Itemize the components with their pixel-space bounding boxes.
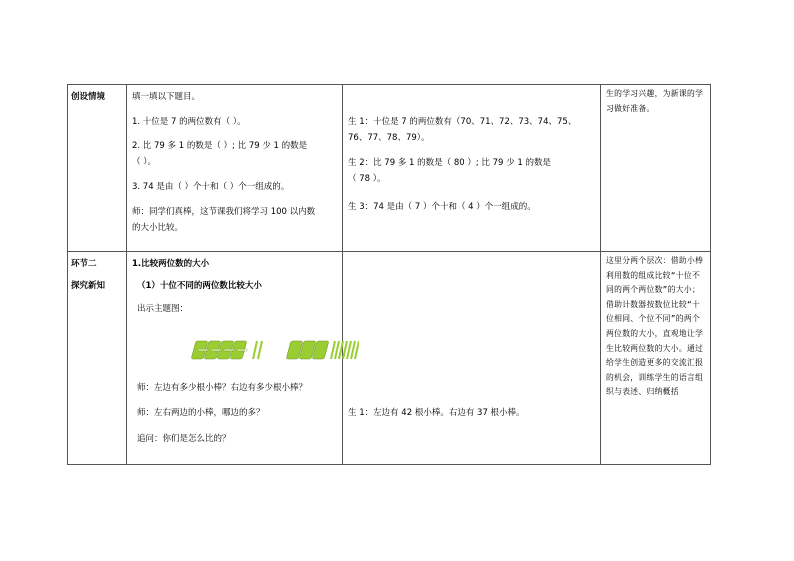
lesson-plan-table bbox=[67, 84, 711, 465]
teacher-cell-1 bbox=[127, 85, 343, 252]
follow-up-question: 追问：你们是怎么比的？ bbox=[137, 434, 231, 444]
student-2-line1: 生 2：比 79 多 1 的数是（ 80 ）; 比 79 少 1 的数是 bbox=[348, 158, 551, 168]
stage-label-2b: 探究新知 bbox=[71, 281, 106, 291]
student-3: 生 3：74 是由（ 7 ）个十和（ 4 ）个一组成的。 bbox=[348, 202, 536, 212]
closing-line-1: 师：同学们真棒，这节课我们将学习 100 以内数 bbox=[132, 207, 316, 217]
intent-cell-2 bbox=[601, 252, 711, 465]
section-heading: 1.比较两位数的大小 bbox=[132, 259, 210, 269]
stage-label: 创设情境 bbox=[71, 92, 106, 102]
student-cell-1 bbox=[343, 85, 601, 252]
student-2-line2: （ 78 ）。 bbox=[348, 174, 386, 184]
show-figure-label: 出示主题图： bbox=[137, 304, 189, 314]
design-intent-1: 生的学习兴趣，为新课的学习做好准备。 bbox=[606, 89, 704, 113]
student-1-line2: 76、77、78、79）。 bbox=[348, 133, 430, 143]
design-intent-2: 这里分两个层次：借助小棒利用数的组成比较“十位不同的两个两位数”的大小；借助计数器按数位比较“十位相同、个位不同”的两个两位数的大小，直观地让学生比较两位数的大小。通过给学生创造更多的交流汇报的机会，训练学生的语言组织与表述、归纳概括 bbox=[606, 256, 704, 397]
question-left-right: 师：左边有多少根小棒？右边有多少根小棒？ bbox=[137, 383, 308, 393]
student-1-line1: 生 1：十位是 7 的两位数有（70、71、72、73、74、75、 bbox=[348, 117, 577, 127]
question-2-line1: 2. 比 79 多 1 的数是（ ）; 比 79 少 1 的数是 bbox=[132, 141, 308, 151]
left-stick-group bbox=[191, 341, 262, 359]
sticks-illustration bbox=[189, 337, 359, 365]
teacher-title: 填一填以下题目。 bbox=[132, 92, 201, 102]
question-which-more: 师：左右两边的小棒，哪边的多？ bbox=[137, 408, 265, 418]
teacher-cell-2 bbox=[127, 252, 343, 465]
question-1: 1. 十位是 7 的两位数有（ ）。 bbox=[132, 117, 246, 127]
stage-label-2a: 环节二 bbox=[71, 259, 97, 269]
student-answer-sticks: 生 1：左边有 42 根小棒。右边有 37 根小棒。 bbox=[348, 408, 525, 418]
question-3: 3. 74 是由（ ）个十和（ ）个一组成的。 bbox=[132, 182, 290, 192]
question-2-line2: （ ）。 bbox=[132, 157, 156, 167]
intent-cell-1 bbox=[601, 85, 711, 252]
stage-cell-2 bbox=[68, 252, 127, 465]
subsection-heading: （1）十位不同的两位数比较大小 bbox=[137, 281, 262, 291]
closing-line-2: 的大小比较。 bbox=[132, 223, 184, 233]
student-cell-2 bbox=[343, 252, 601, 465]
stage-cell-1 bbox=[68, 85, 127, 252]
